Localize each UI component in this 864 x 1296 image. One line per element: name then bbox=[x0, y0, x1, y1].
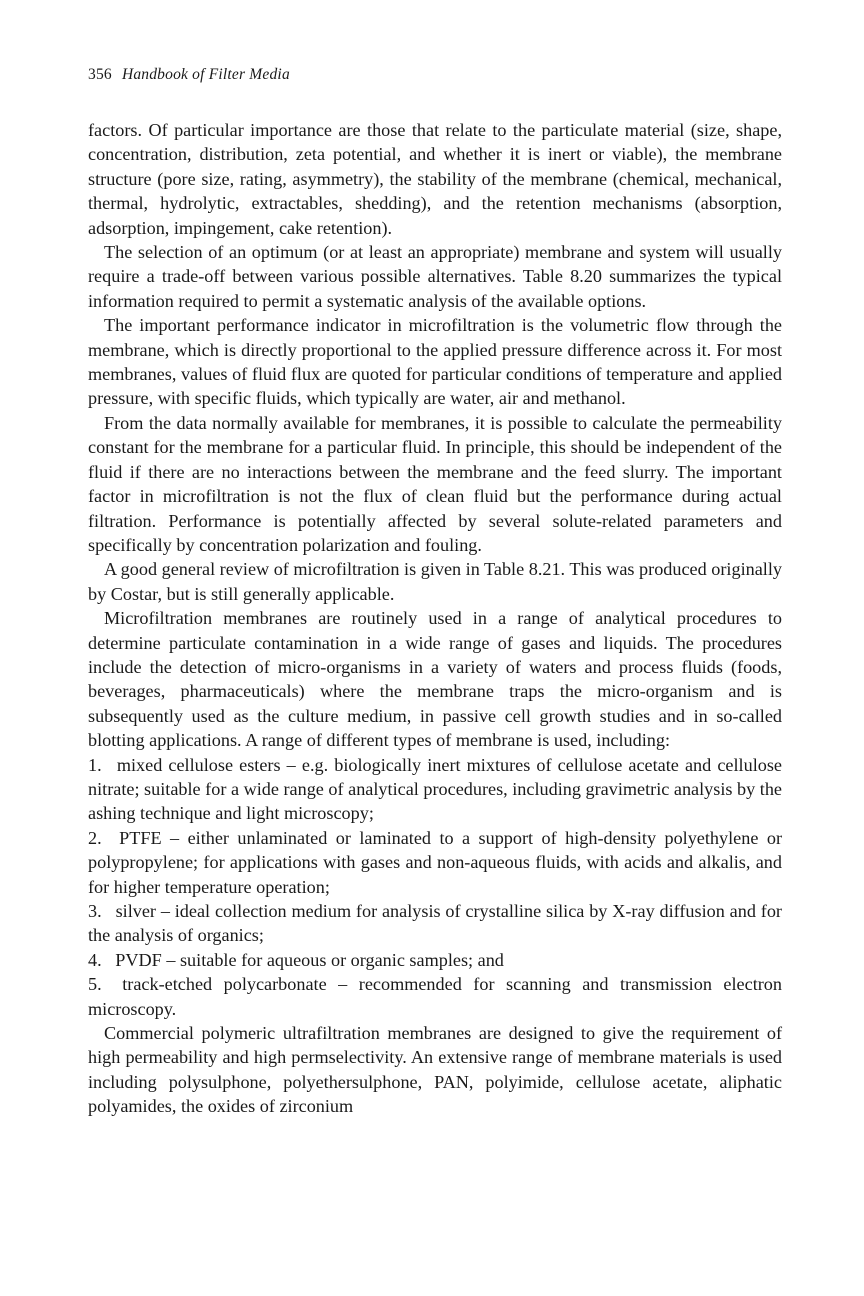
list-item: 1. mixed cellulose esters – e.g. biologically inert mixtures of cellulose acetate and cellulose nitrate; suitable for a wide range of analytical procedures, including gravimetric analysis by the ashing technique and light microscopy; bbox=[88, 754, 782, 824]
paragraph: A good general review of microfiltration is given in Table 8.21. This was produced originally by Costar, but is still generally applicable. bbox=[88, 559, 782, 604]
book-title: Handbook of Filter Media bbox=[121, 66, 290, 83]
list-item: 2. PTFE – either unlaminated or laminated to a support of high-density polyethylene or polypropylene; for applications with gases and non-aqueous fluids, with acids and alkalis, and for higher temperature operation; bbox=[88, 827, 782, 897]
paragraph: Commercial polymeric ultrafiltration membranes are designed to give the requirement of high permeability and high permselectivity. An extensive range of membrane materials is used including polysulphone, polyethersulphone, PAN, polyimide, cellulose acetate, aliphatic polyamides, the oxides of zirconium bbox=[88, 1023, 782, 1117]
paragraph: The important performance indicator in microfiltration is the volumetric flow through the membrane, which is directly proportional to the applied pressure difference across it. For most membranes, values of fluid flux are quoted for particular conditions of temperature and applied pressure, with specific fluids, which typically are water, air and methanol. bbox=[88, 315, 782, 409]
body-text bbox=[88, 118, 782, 1119]
list-item: 4. PVDF – suitable for aqueous or organic samples; and bbox=[88, 949, 504, 970]
list-item: 5. track-etched polycarbonate – recommended for scanning and transmission electron microscopy. bbox=[88, 974, 782, 1019]
paragraph: From the data normally available for membranes, it is possible to calculate the permeability constant for the membrane for a particular fluid. In principle, this should be independent of the fluid if there are no interactions between the membrane and the feed slurry. The important factor in microfiltration is not the flux of clean fluid but the performance during actual filtration. Performance is potentially affected by several solute-related parameters and specifically by concentration polarization and fouling. bbox=[88, 412, 782, 555]
paragraph: factors. Of particular importance are those that relate to the particulate material (size, shape, concentration, distribution, zeta potential, and whether it is inert or viable), the membrane structure (pore size, rating, asymmetry), the stability of the membrane (chemical, mechanical, thermal, hydrolytic, extractables, shedding), and the retention mechanisms (absorption, adsorption, impingement, cake retention). bbox=[88, 120, 782, 238]
list-item: 3. silver – ideal collection medium for analysis of crystalline silica by X-ray diffusion and for the analysis of organics; bbox=[88, 901, 782, 946]
paragraph: The selection of an optimum (or at least an appropriate) membrane and system will usually require a trade-off between various possible alternatives. Table 8.20 summarizes the typical information required to permit a systematic analysis of the available options. bbox=[88, 242, 782, 311]
running-header bbox=[88, 66, 290, 84]
page-number: 356 bbox=[88, 66, 112, 83]
paragraph: Microfiltration membranes are routinely used in a range of analytical procedures to determine particulate contamination in a wide range of gases and liquids. The procedures include the detection of micro-organisms in a variety of waters and process fluids (foods, beverages, pharmaceuticals) where the membrane traps the micro-organism and is subsequently used as the culture medium, in passive cell growth studies and in so-called blotting applications. A range of different types of membrane is used, including: bbox=[88, 608, 782, 751]
